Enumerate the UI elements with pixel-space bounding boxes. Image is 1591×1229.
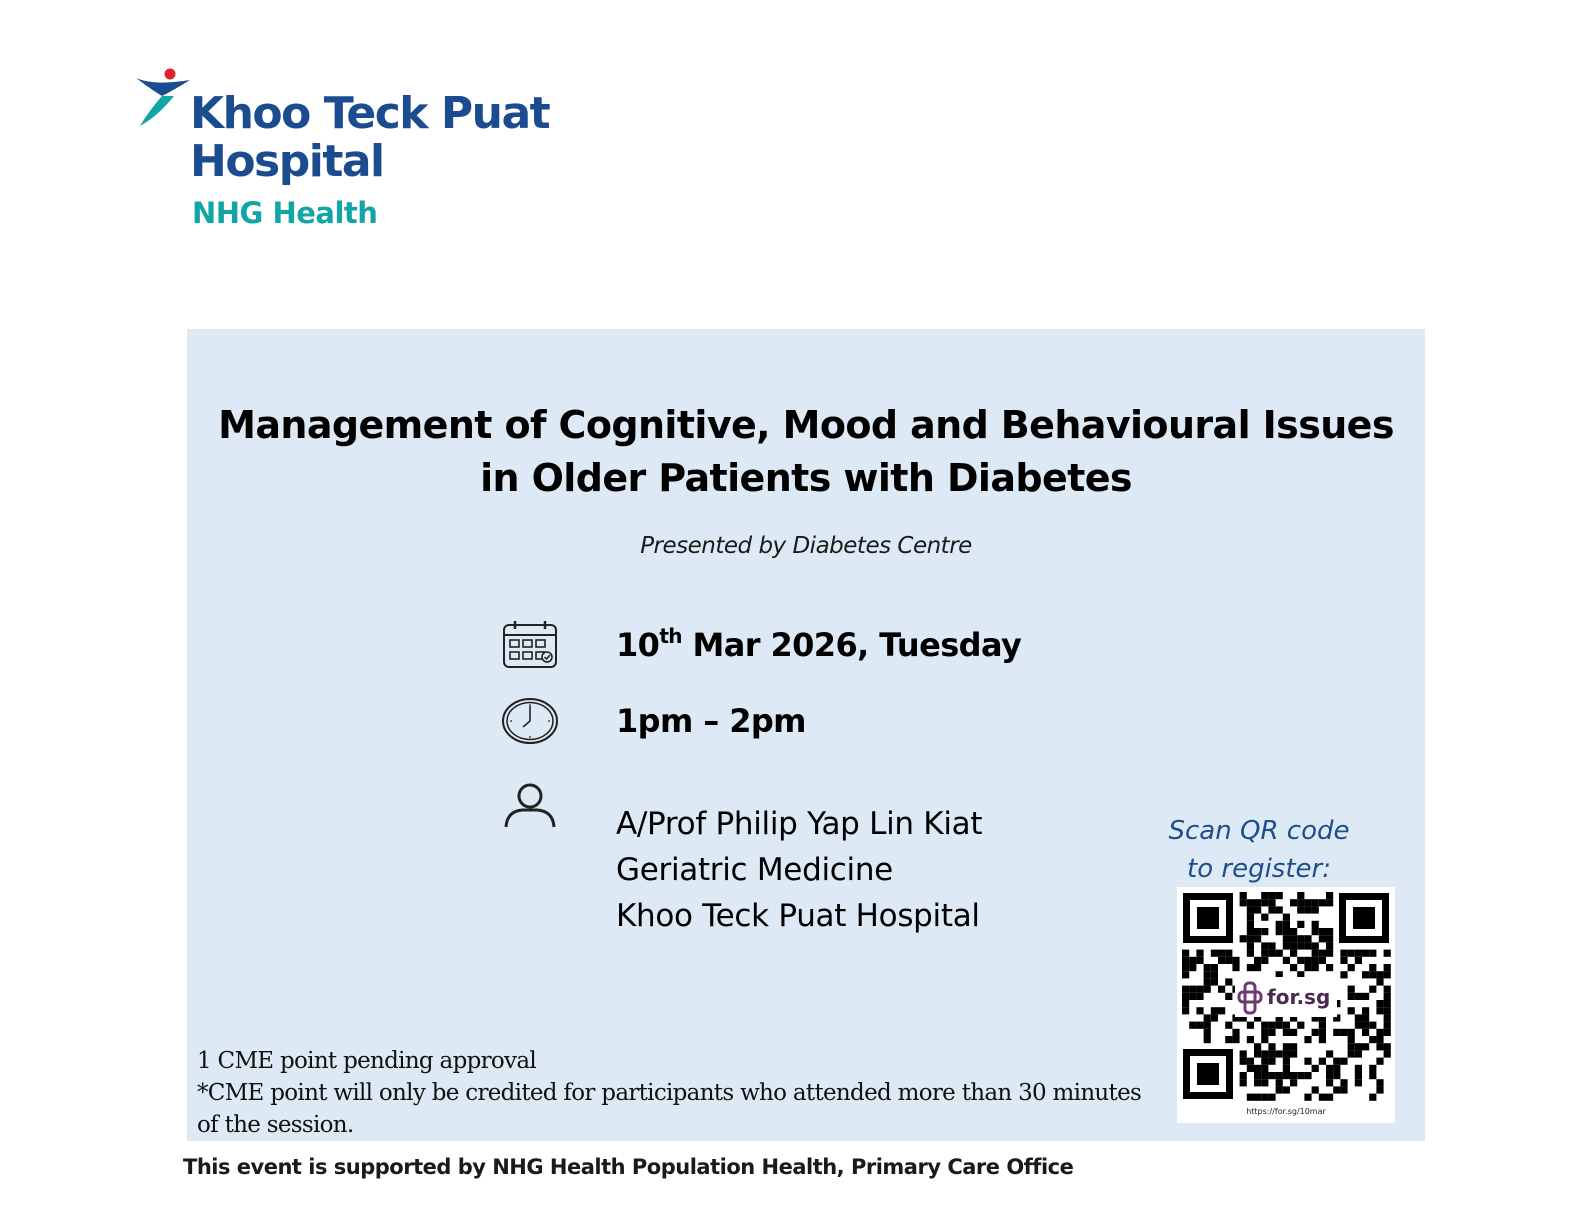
- qr-module: [1283, 1043, 1290, 1050]
- qr-module: [1182, 1007, 1189, 1014]
- qr-module: [1376, 1058, 1383, 1065]
- qr-module: [1326, 935, 1333, 942]
- qr-module: [1348, 1043, 1355, 1050]
- qr-module: [1362, 1022, 1369, 1029]
- qr-module: [1196, 1007, 1203, 1014]
- qr-module: [1312, 1065, 1319, 1072]
- event-date: 10th Mar 2026, Tuesday: [616, 624, 1022, 664]
- qr-module: [1247, 914, 1254, 921]
- qr-module: [1369, 1022, 1376, 1029]
- qr-module: [1348, 1007, 1355, 1014]
- qr-module: [1348, 993, 1355, 1000]
- qr-module: [1290, 950, 1297, 957]
- qr-module: [1304, 1036, 1311, 1043]
- qr-module: [1319, 928, 1326, 935]
- speaker-organisation: Khoo Teck Puat Hospital: [616, 898, 980, 934]
- qr-module: [1297, 957, 1304, 964]
- qr-module: [1247, 1094, 1254, 1101]
- qr-module: [1218, 1007, 1225, 1014]
- qr-module: [1204, 1036, 1211, 1043]
- qr-module: [1355, 993, 1362, 1000]
- qr-module: [1211, 1014, 1218, 1021]
- qr-module: [1225, 978, 1232, 985]
- qr-module: [1319, 1094, 1326, 1101]
- qr-caption-line2: to register:: [1187, 854, 1331, 884]
- registration-qr-code[interactable]: [1177, 887, 1395, 1123]
- qr-module: [1384, 986, 1391, 993]
- qr-module: [1362, 1014, 1369, 1021]
- qr-module: [1254, 1072, 1261, 1079]
- qr-module: [1304, 899, 1311, 906]
- qr-module: [1362, 993, 1369, 1000]
- qr-module: [1261, 1036, 1268, 1043]
- qr-module: [1276, 950, 1283, 957]
- qr-module: [1304, 964, 1311, 971]
- qr-module: [1196, 986, 1203, 993]
- qr-module: [1384, 1022, 1391, 1029]
- qr-module: [1319, 935, 1326, 942]
- qr-module: [1268, 1043, 1275, 1050]
- qr-module: [1355, 1072, 1362, 1079]
- qr-module: [1376, 978, 1383, 985]
- qr-module: [1204, 964, 1211, 971]
- qr-caption-line1: Scan QR code: [1168, 816, 1350, 846]
- qr-module: [1268, 1029, 1275, 1036]
- qr-module: [1254, 1094, 1261, 1101]
- qr-module: [1290, 899, 1297, 906]
- qr-module: [1196, 957, 1203, 964]
- qr-module: [1333, 1086, 1340, 1093]
- qr-module: [1189, 957, 1196, 964]
- qr-caption: [1159, 812, 1359, 888]
- qr-module: [1189, 1022, 1196, 1029]
- qr-module: [1304, 1072, 1311, 1079]
- presented-by: Presented by Diabetes Centre: [640, 533, 972, 559]
- qr-module: [1247, 1036, 1254, 1043]
- qr-module: [1326, 950, 1333, 957]
- qr-module: [1247, 935, 1254, 942]
- qr-module: [1261, 942, 1268, 949]
- qr-module: [1348, 986, 1355, 993]
- qr-module: [1254, 935, 1261, 942]
- qr-module: [1211, 971, 1218, 978]
- qr-module: [1189, 993, 1196, 1000]
- qr-logo-text: for.sg: [1267, 985, 1331, 1009]
- qr-module: [1340, 1086, 1347, 1093]
- qr-module: [1254, 906, 1261, 913]
- qr-module: [1240, 935, 1247, 942]
- qr-module: [1304, 957, 1311, 964]
- qr-module: [1218, 957, 1225, 964]
- qr-module: [1369, 964, 1376, 971]
- qr-module: [1312, 899, 1319, 906]
- qr-module: [1384, 1043, 1391, 1050]
- qr-module: [1326, 899, 1333, 906]
- qr-module: [1261, 1050, 1268, 1057]
- qr-module: [1355, 1014, 1362, 1021]
- qr-module: [1369, 950, 1376, 957]
- qr-module: [1355, 1065, 1362, 1072]
- qr-module: [1189, 986, 1196, 993]
- qr-module: [1182, 1000, 1189, 1007]
- qr-module: [1254, 1050, 1261, 1057]
- cme-note: [197, 1045, 1141, 1141]
- qr-module: [1283, 1086, 1290, 1093]
- qr-module: [1290, 1029, 1297, 1036]
- qr-module: [1326, 964, 1333, 971]
- qr-module: [1268, 1094, 1275, 1101]
- qr-module: [1290, 1043, 1297, 1050]
- qr-module: [1297, 942, 1304, 949]
- qr-module: [1376, 1000, 1383, 1007]
- qr-module: [1355, 1050, 1362, 1057]
- qr-module: [1211, 950, 1218, 957]
- qr-module: [1268, 942, 1275, 949]
- qr-module: [1182, 971, 1189, 978]
- person-icon: [501, 781, 559, 831]
- qr-module: [1369, 971, 1376, 978]
- qr-module: [1312, 928, 1319, 935]
- qr-module: [1218, 950, 1225, 957]
- qr-module: [1326, 1094, 1333, 1101]
- qr-module: [1290, 1079, 1297, 1086]
- qr-module: [1348, 964, 1355, 971]
- qr-module: [1319, 1022, 1326, 1029]
- qr-module: [1362, 1029, 1369, 1036]
- qr-module: [1247, 899, 1254, 906]
- qr-url: https://for.sg/10mar: [1246, 1107, 1326, 1116]
- qr-module: [1247, 928, 1254, 935]
- qr-module: [1297, 892, 1304, 899]
- qr-module: [1312, 957, 1319, 964]
- qr-module: [1304, 935, 1311, 942]
- qr-module: [1276, 892, 1283, 899]
- qr-code-graphic: [1177, 887, 1395, 1105]
- qr-module: [1211, 1007, 1218, 1014]
- qr-module: [1204, 1022, 1211, 1029]
- qr-module: [1312, 1029, 1319, 1036]
- qr-module: [1283, 1058, 1290, 1065]
- qr-module: [1384, 964, 1391, 971]
- qr-module: [1204, 986, 1211, 993]
- qr-module: [1268, 1072, 1275, 1079]
- qr-module: [1369, 986, 1376, 993]
- qr-module: [1232, 1029, 1239, 1036]
- qr-module: [1312, 964, 1319, 971]
- qr-module: [1384, 993, 1391, 1000]
- qr-module: [1355, 950, 1362, 957]
- qr-module: [1348, 1036, 1355, 1043]
- qr-module: [1240, 899, 1247, 906]
- qr-module: [1333, 1065, 1340, 1072]
- qr-module: [1225, 993, 1232, 1000]
- qr-module: [1276, 1079, 1283, 1086]
- qr-module: [1196, 993, 1203, 1000]
- qr-module: [1247, 1065, 1254, 1072]
- event-title-line1: Management of Cognitive, Mood and Behavioural Issues: [218, 403, 1394, 447]
- qr-module: [1384, 1000, 1391, 1007]
- qr-module: [1211, 978, 1218, 985]
- qr-module: [1240, 892, 1247, 899]
- qr-module: [1283, 942, 1290, 949]
- qr-module: [1283, 1065, 1290, 1072]
- qr-module: [1268, 899, 1275, 906]
- qr-module: [1376, 1007, 1383, 1014]
- qr-module: [1340, 1058, 1347, 1065]
- qr-module: [1182, 950, 1189, 957]
- qr-module: [1261, 1094, 1268, 1101]
- event-time: 1pm – 2pm: [616, 702, 806, 740]
- qr-module: [1340, 1079, 1347, 1086]
- speaker-department: Geriatric Medicine: [616, 852, 893, 888]
- qr-module: [1312, 950, 1319, 957]
- qr-module: [1261, 1072, 1268, 1079]
- qr-module: [1232, 1036, 1239, 1043]
- logo-name-line2: Hospital: [190, 136, 384, 187]
- qr-module: [1297, 906, 1304, 913]
- qr-module: [1254, 957, 1261, 964]
- qr-module: [1276, 1072, 1283, 1079]
- qr-module: [1182, 986, 1189, 993]
- qr-module: [1189, 964, 1196, 971]
- qr-module: [1261, 950, 1268, 957]
- qr-module: [1247, 950, 1254, 957]
- qr-module: [1326, 1079, 1333, 1086]
- qr-module: [1232, 964, 1239, 971]
- qr-module: [1376, 1036, 1383, 1043]
- qr-module: [1182, 964, 1189, 971]
- qr-module: [1355, 957, 1362, 964]
- qr-module: [1247, 1022, 1254, 1029]
- qr-module: [1362, 971, 1369, 978]
- qr-module: [1283, 1022, 1290, 1029]
- qr-module: [1247, 964, 1254, 971]
- qr-module: [1261, 1058, 1268, 1065]
- qr-module: [1268, 906, 1275, 913]
- qr-module: [1283, 928, 1290, 935]
- qr-module: [1204, 971, 1211, 978]
- qr-module: [1333, 1029, 1340, 1036]
- qr-module: [1384, 1050, 1391, 1057]
- qr-module: [1319, 1036, 1326, 1043]
- qr-module: [1355, 1079, 1362, 1086]
- qr-module: [1254, 1065, 1261, 1072]
- qr-module: [1247, 942, 1254, 949]
- hospital-logo: [134, 66, 550, 236]
- qr-module: [1326, 1065, 1333, 1072]
- qr-module: [1276, 1086, 1283, 1093]
- cme-line2: *CME point will only be credited for participants who attended more than 30 minutes: [197, 1080, 1142, 1106]
- clock-icon: [501, 696, 559, 746]
- qr-module: [1247, 921, 1254, 928]
- qr-module: [1283, 957, 1290, 964]
- qr-module: [1348, 1050, 1355, 1057]
- qr-module: [1204, 978, 1211, 985]
- qr-module: [1225, 1022, 1232, 1029]
- qr-module: [1218, 986, 1225, 993]
- qr-module: [1276, 1050, 1283, 1057]
- qr-module: [1261, 1029, 1268, 1036]
- qr-module: [1196, 950, 1203, 957]
- qr-module: [1376, 1029, 1383, 1036]
- qr-module: [1297, 899, 1304, 906]
- qr-module: [1355, 1022, 1362, 1029]
- qr-module: [1283, 1029, 1290, 1036]
- qr-module: [1261, 899, 1268, 906]
- qr-module: [1376, 1079, 1383, 1086]
- qr-module: [1254, 899, 1261, 906]
- qr-module: [1290, 928, 1297, 935]
- qr-module: [1268, 1022, 1275, 1029]
- qr-module: [1268, 1058, 1275, 1065]
- qr-module: [1333, 1072, 1340, 1079]
- qr-module: [1348, 1029, 1355, 1036]
- qr-module: [1384, 1014, 1391, 1021]
- event-title-line2: in Older Patients with Diabetes: [480, 456, 1132, 500]
- logo-name-line1: Khoo Teck Puat: [190, 88, 550, 139]
- qr-module: [1319, 1029, 1326, 1036]
- event-title: [187, 399, 1425, 505]
- qr-module: [1384, 1007, 1391, 1014]
- qr-module: [1297, 1072, 1304, 1079]
- qr-module: [1290, 1072, 1297, 1079]
- qr-module: [1304, 942, 1311, 949]
- qr-module: [1283, 1050, 1290, 1057]
- qr-module: [1384, 950, 1391, 957]
- qr-module: [1312, 942, 1319, 949]
- qr-module: [1182, 993, 1189, 1000]
- logo-figure-icon: [134, 66, 194, 128]
- qr-module: [1376, 971, 1383, 978]
- qr-module: [1297, 1022, 1304, 1029]
- speaker-name: A/Prof Philip Yap Lin Kiat: [616, 806, 983, 842]
- qr-module: [1304, 1058, 1311, 1065]
- qr-module: [1211, 964, 1218, 971]
- qr-module: [1283, 921, 1290, 928]
- logo-subtitle: NHG Health: [192, 196, 378, 230]
- qr-module: [1240, 1050, 1247, 1057]
- event-panel: [187, 329, 1425, 1141]
- qr-module: [1297, 921, 1304, 928]
- qr-module: [1196, 1022, 1203, 1029]
- qr-module: [1376, 1086, 1383, 1093]
- qr-module: [1384, 1029, 1391, 1036]
- qr-module: [1261, 892, 1268, 899]
- qr-module: [1268, 1050, 1275, 1057]
- qr-module: [1290, 935, 1297, 942]
- qr-module: [1312, 1086, 1319, 1093]
- qr-module: [1369, 1072, 1376, 1079]
- qr-module: [1276, 906, 1283, 913]
- qr-module: [1276, 928, 1283, 935]
- qr-module: [1304, 906, 1311, 913]
- qr-module: [1240, 1058, 1247, 1065]
- qr-module: [1254, 1043, 1261, 1050]
- qr-module: [1225, 1036, 1232, 1043]
- qr-module: [1225, 950, 1232, 957]
- qr-module: [1384, 971, 1391, 978]
- qr-module: [1268, 892, 1275, 899]
- qr-module: [1326, 892, 1333, 899]
- qr-module: [1254, 1079, 1261, 1086]
- qr-module: [1204, 1014, 1211, 1021]
- qr-module: [1355, 1043, 1362, 1050]
- qr-module: [1340, 957, 1347, 964]
- qr-module: [1362, 1043, 1369, 1050]
- qr-module: [1240, 1079, 1247, 1086]
- qr-module: [1283, 1072, 1290, 1079]
- qr-module: [1369, 1036, 1376, 1043]
- qr-module: [1283, 935, 1290, 942]
- qr-module: [1247, 1058, 1254, 1065]
- qr-module: [1333, 1058, 1340, 1065]
- qr-module: [1268, 950, 1275, 957]
- qr-module: [1362, 950, 1369, 957]
- qr-module: [1240, 1072, 1247, 1079]
- qr-module: [1290, 1050, 1297, 1057]
- qr-module: [1261, 1079, 1268, 1086]
- qr-module: [1290, 942, 1297, 949]
- qr-module: [1319, 950, 1326, 957]
- qr-module: [1283, 914, 1290, 921]
- qr-module: [1362, 1007, 1369, 1014]
- qr-module: [1312, 906, 1319, 913]
- support-statement: This event is supported by NHG Health Population Health, Primary Care Office: [183, 1155, 1074, 1179]
- qr-module: [1261, 914, 1268, 921]
- qr-module: [1369, 1065, 1376, 1072]
- qr-module: [1340, 950, 1347, 957]
- cme-line3: of the session.: [197, 1112, 354, 1138]
- qr-module: [1319, 899, 1326, 906]
- qr-module: [1290, 964, 1297, 971]
- qr-module: [1254, 928, 1261, 935]
- cme-line1: 1 CME point pending approval: [197, 1048, 537, 1074]
- qr-module: [1376, 1043, 1383, 1050]
- qr-module: [1312, 921, 1319, 928]
- qr-module: [1326, 1072, 1333, 1079]
- qr-module: [1276, 921, 1283, 928]
- qr-module: [1261, 957, 1268, 964]
- qr-module: [1204, 1029, 1211, 1036]
- qr-module: [1254, 964, 1261, 971]
- qr-module: [1304, 1094, 1311, 1101]
- qr-module: [1319, 957, 1326, 964]
- qr-module: [1326, 942, 1333, 949]
- qr-module: [1261, 1065, 1268, 1072]
- qr-module: [1232, 957, 1239, 964]
- qr-module: [1297, 935, 1304, 942]
- qr-module: [1319, 1058, 1326, 1065]
- qr-module: [1340, 971, 1347, 978]
- qr-module: [1225, 957, 1232, 964]
- qr-module: [1182, 957, 1189, 964]
- calendar-icon: [501, 619, 559, 669]
- qr-module: [1348, 950, 1355, 957]
- speaker-info: [616, 801, 982, 939]
- qr-module: [1276, 1022, 1283, 1029]
- qr-module: [1261, 1022, 1268, 1029]
- qr-module: [1326, 928, 1333, 935]
- qr-module: [1247, 906, 1254, 913]
- qr-module: [1326, 1050, 1333, 1057]
- qr-module: [1340, 1029, 1347, 1036]
- qr-module: [1261, 928, 1268, 935]
- qr-module: [1369, 1094, 1376, 1101]
